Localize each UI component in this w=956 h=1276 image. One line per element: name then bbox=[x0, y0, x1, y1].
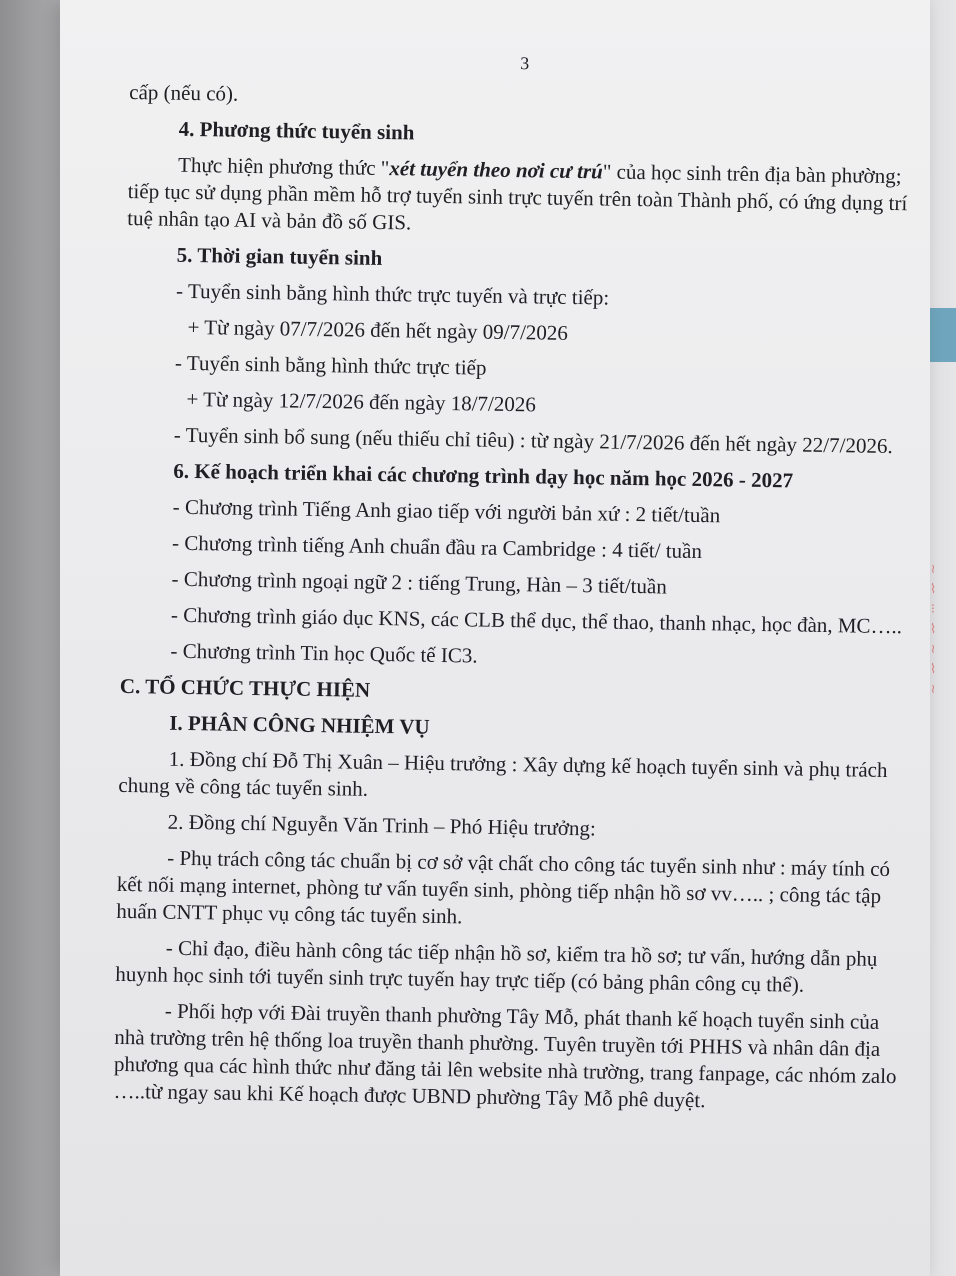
page-number: 3 bbox=[520, 53, 530, 74]
paragraph: 1. Đồng chí Đỗ Thị Xuân – Hiệu trưởng : Xây dựng kế hoạch tuyển sinh và phụ trách chung về công tác tuyển sinh. bbox=[118, 746, 888, 801]
list-item: - Tuyển sinh bổ sung (nếu thiếu chỉ tiêu) : từ ngày 21/7/2026 đến hết ngày 22/7/2026. bbox=[173, 422, 893, 459]
heading-4: 4. Phương thức tuyển sinh bbox=[178, 116, 415, 145]
text-line: cấp (nếu có). bbox=[129, 79, 239, 106]
paragraph: - Phụ trách công tác chuẩn bị cơ sở vật chất cho công tác tuyển sinh như : máy tính có kết nối mạng internet, phòng tư vấn tuyển sinh, phòng tiếp nhận hồ sơ vv….. ; công tác tập huấn CNTT phục vụ công tác tuyển sinh. bbox=[116, 845, 891, 929]
list-item: - Chương trình Tin học Quốc tế IC3. bbox=[170, 638, 478, 668]
paragraph-4 bbox=[127, 151, 918, 244]
text-span: Thực hiện phương thức " bbox=[177, 152, 390, 181]
page-content bbox=[113, 44, 920, 1126]
paragraph: - Phối hợp với Đài truyền thanh phường Tây Mỗ, phát thanh kế hoạch tuyển sinh của nhà trường trên hệ thống loa truyền thanh phường. Tuyên truyền tới PHHS và nhân dân địa phương qua các hình thức như đăng tải lên website nhà trường, trang fanpage, các nhóm zalo …..từ ngay sau khi Kế hoạch được UBND phường Tây Mỗ phê duyệt. bbox=[113, 998, 897, 1113]
list-item: - Chương trình tiếng Anh chuẩn đầu ra Cambridge : 4 tiết/ tuần bbox=[171, 530, 703, 564]
list-item: + Từ ngày 07/7/2026 đến hết ngày 09/7/2026 bbox=[187, 314, 569, 345]
paragraph: - Chỉ đạo, điều hành công tác tiếp nhận hồ sơ, kiểm tra hồ sơ; tư vấn, hướng dẫn phụ huynh học sinh tới tuyển sinh trực tuyến hay trực tiếp (có bảng phân công cụ thể). bbox=[115, 935, 878, 997]
emphasis-text: xét tuyển theo nơi cư trú bbox=[389, 156, 603, 184]
document-page bbox=[60, 0, 930, 1276]
heading-5: 5. Thời gian tuyển sinh bbox=[176, 242, 383, 270]
list-item: - Tuyển sinh bằng hình thức trực tiếp bbox=[174, 350, 487, 380]
red-stamp-mark: ≀ ⌇ ⁝ ⌇ ≀ ⌇ ≀ bbox=[929, 562, 937, 697]
text-span: " của học sinh trên địa bàn phường; tiếp tục sử dụng phần mềm hỗ trợ tuyển sinh trực tuyến trên toàn Thành phố, có ứng dụng trí tuệ nhân tạo AI và bản đồ số GIS. bbox=[127, 159, 908, 235]
paragraph: 2. Đồng chí Nguyễn Văn Trinh – Phó Hiệu trưởng: bbox=[167, 809, 597, 841]
list-item: - Tuyển sinh bằng hình thức trực tuyến và trực tiếp: bbox=[175, 278, 610, 310]
list-item: - Chương trình Tiếng Anh giao tiếp với người bản xứ : 2 tiết/tuần bbox=[172, 494, 721, 528]
list-item: - Chương trình ngoại ngữ 2 : tiếng Trung, Hàn – 3 tiết/tuần bbox=[171, 566, 667, 599]
section-i-heading: I. PHÂN CÔNG NHIỆM VỤ bbox=[169, 710, 430, 739]
list-item: + Từ ngày 12/7/2026 đến ngày 18/7/2026 bbox=[186, 386, 537, 417]
section-c-heading: C. TỔ CHỨC THỰC HIỆN bbox=[119, 673, 371, 702]
heading-6: 6. Kế hoạch triển khai các chương trình dạy học năm học 2026 - 2027 bbox=[173, 458, 794, 493]
blue-tab bbox=[928, 308, 956, 362]
list-item: - Chương trình giáo dục KNS, các CLB thể dục, thể thao, thanh nhạc, học đàn, MC….. bbox=[170, 602, 903, 639]
